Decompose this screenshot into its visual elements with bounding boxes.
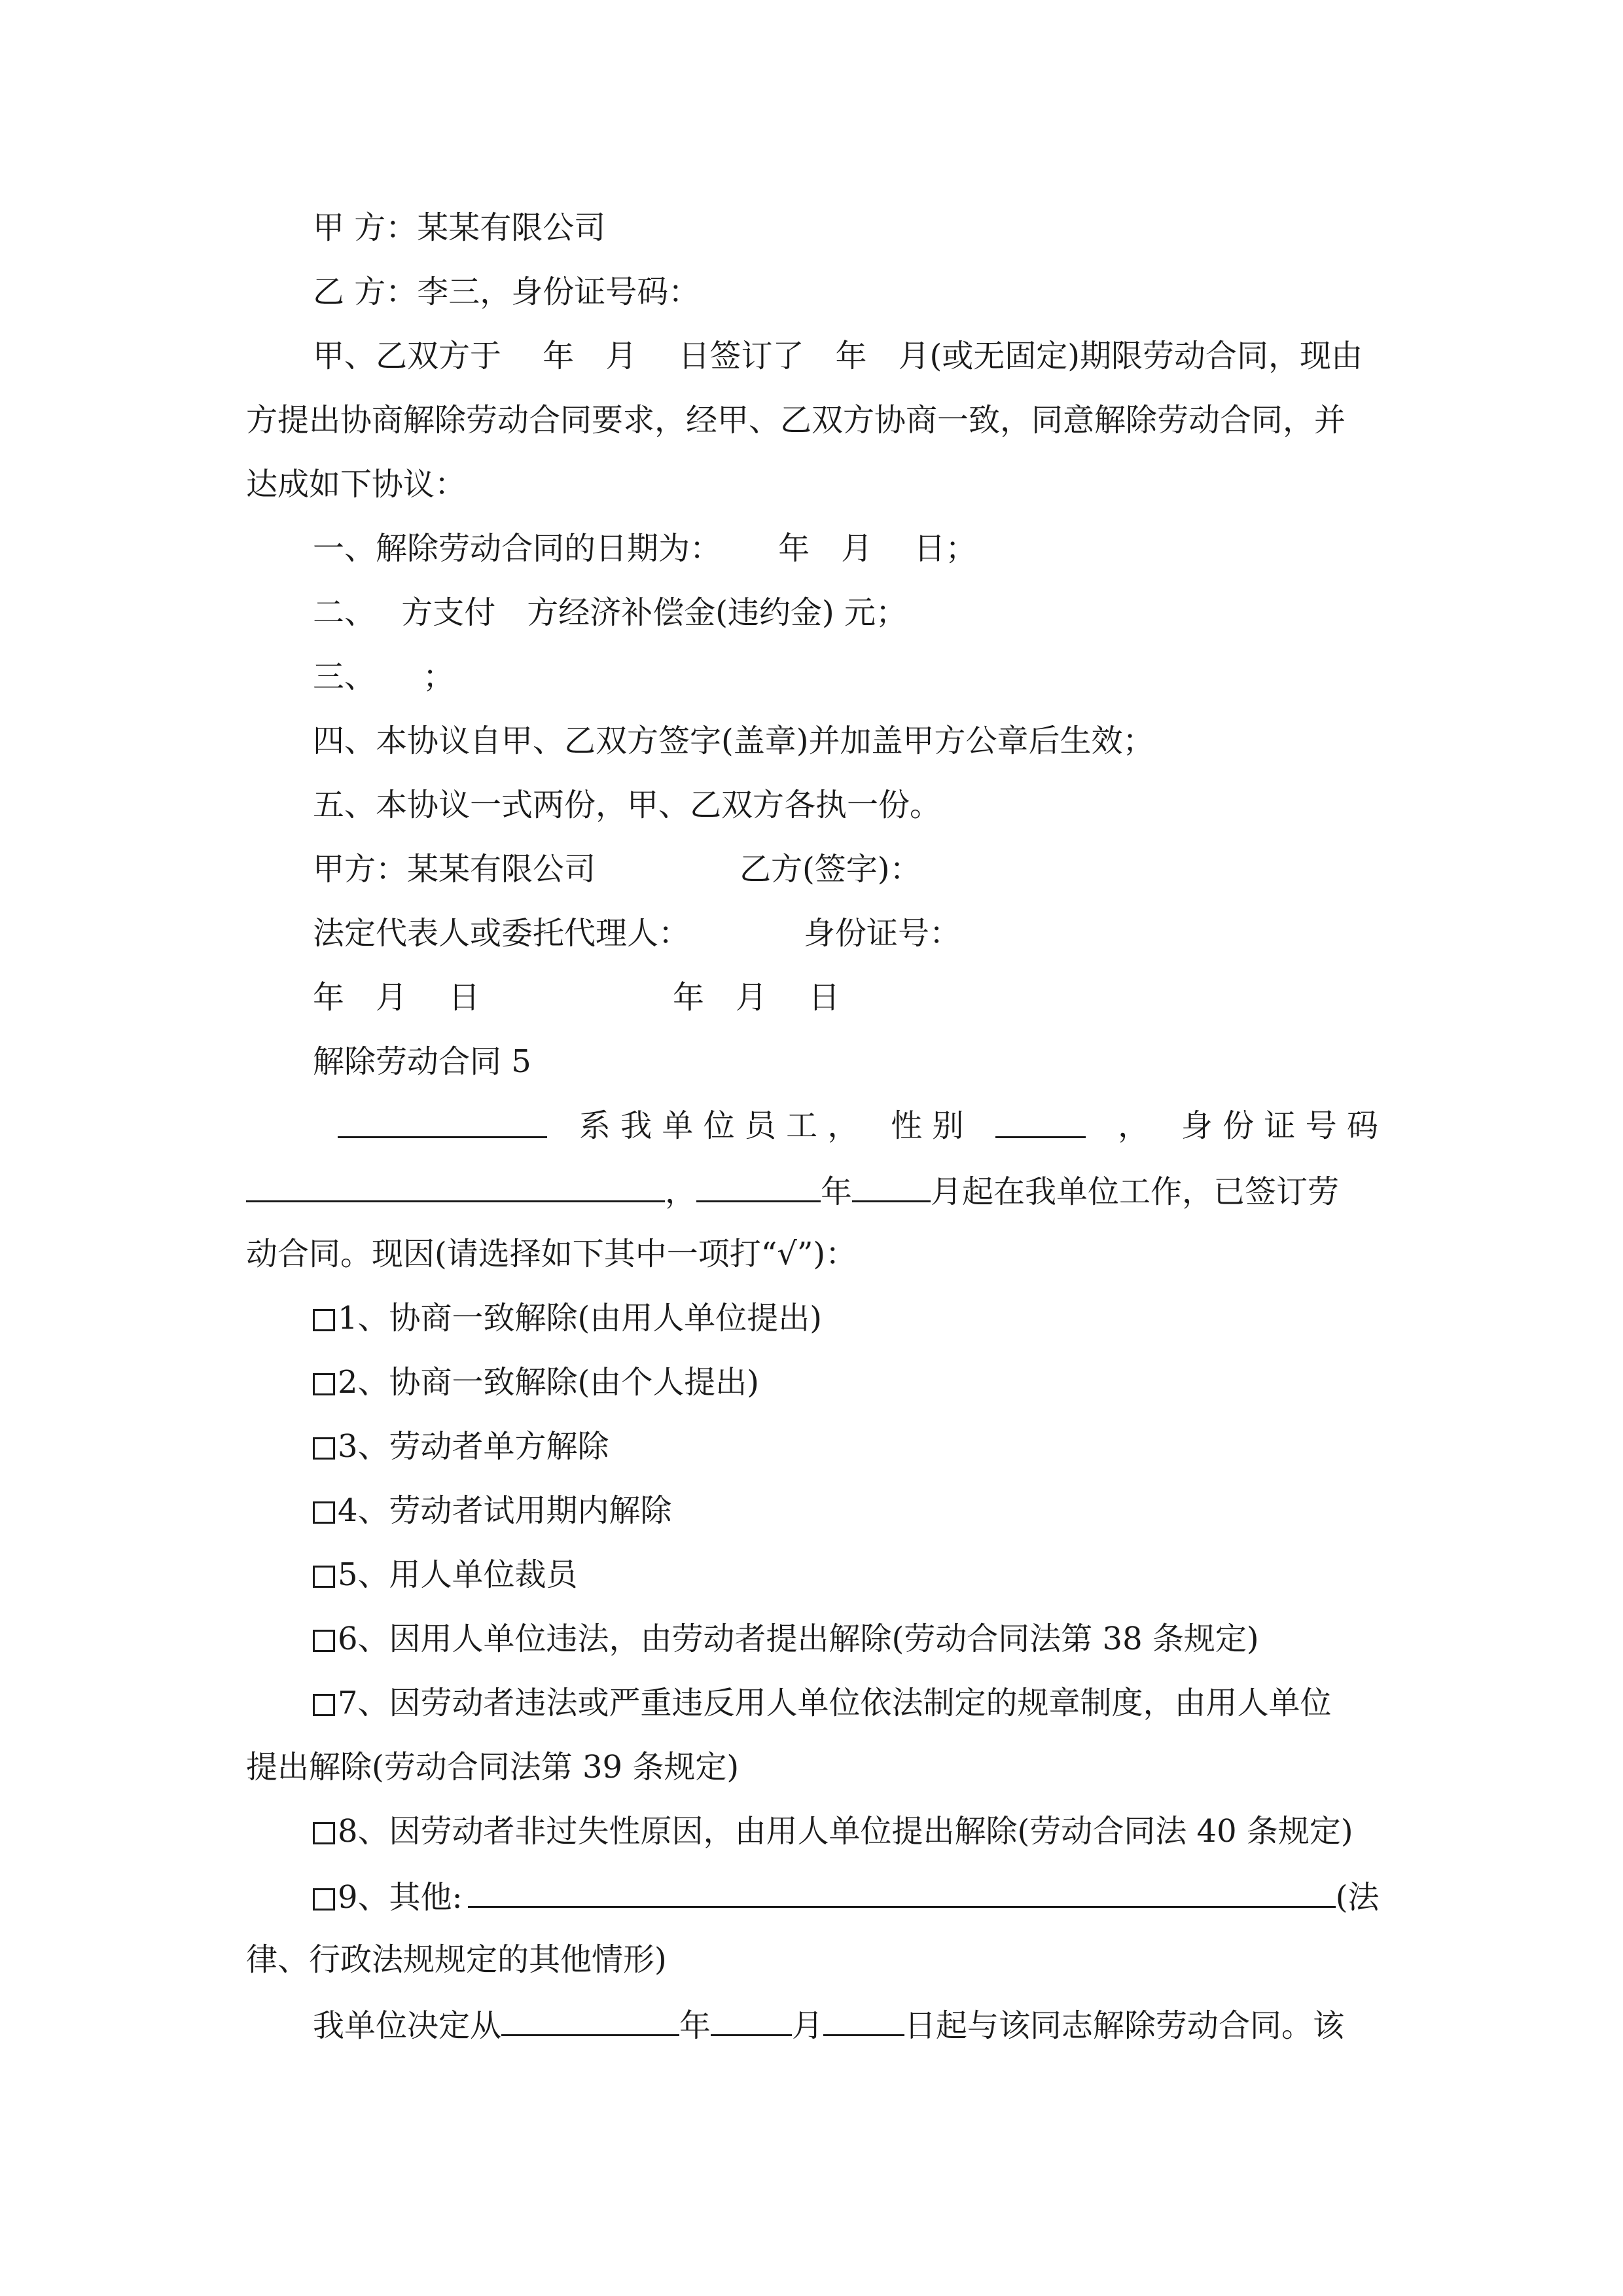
option-4-label: 4、劳动者试用期内解除 — [338, 1492, 672, 1529]
notice-line-1 — [338, 1106, 1378, 1145]
option-7-checkbox[interactable] — [313, 1694, 335, 1716]
decision-text: 我单位决定从 — [313, 2007, 502, 2044]
option-1-checkbox[interactable] — [313, 1309, 335, 1331]
signature-id-number: 身份证号： — [804, 915, 961, 952]
clause-4: 四、本协议自甲、乙双方签字(盖章)并加盖甲方公章后生效； — [313, 723, 1154, 759]
option-8-checkbox[interactable] — [313, 1822, 335, 1844]
option-7 — [313, 1683, 1332, 1723]
option-9-label: 9、其他: — [338, 1879, 463, 1916]
start-year-blank[interactable] — [696, 1170, 821, 1202]
option-4-checkbox[interactable] — [313, 1501, 335, 1524]
option-8 — [313, 1812, 1353, 1851]
option-9-suffix: (法 — [1335, 1879, 1380, 1916]
option-5-checkbox[interactable] — [313, 1566, 335, 1588]
option-9-checkbox[interactable] — [313, 1888, 335, 1910]
notice-text-id: 身 份 证 号 码 — [1181, 1107, 1378, 1144]
gender-blank[interactable] — [995, 1106, 1086, 1138]
start-month-blank[interactable] — [852, 1170, 931, 1202]
notice-year-label: 年 — [821, 1174, 853, 1210]
option-6-checkbox[interactable] — [313, 1630, 335, 1652]
intro-line-2: 方提出协商解除劳动合同要求，经甲、乙双方协商一致，同意解除劳动合同，并 — [246, 402, 1346, 439]
notice-line-3: 动合同。现因(请选择如下其中一项打“√”)： — [246, 1236, 857, 1272]
option-4 — [313, 1491, 672, 1530]
clause-1: 一、解除劳动合同的日期为： 年 月 日； — [313, 530, 977, 567]
clause-3: 三、 ； — [313, 658, 455, 695]
party-b-line: 乙 方：李三，身份证号码： — [313, 274, 700, 310]
section-title: 解除劳动合同 5 — [313, 1043, 531, 1080]
termination-month-blank[interactable] — [711, 2004, 792, 2036]
signature-party-b: 乙方(签字)： — [740, 851, 921, 888]
intro-line-3: 达成如下协议： — [246, 466, 467, 503]
option-2-label: 2、协商一致解除(由个人提出) — [338, 1364, 759, 1401]
signature-date-b: 年 月 日 — [673, 979, 840, 1016]
option-6 — [313, 1619, 1259, 1659]
signature-party-a: 甲方：某某有限公司 — [313, 851, 596, 888]
other-reason-blank[interactable] — [468, 1876, 1336, 1908]
option-1 — [313, 1299, 822, 1338]
option-7-continued: 提出解除(劳动合同法第 39 条规定) — [246, 1749, 740, 1785]
notice-text-employee: 系 我 单 位 员 工 ， — [579, 1107, 859, 1144]
intro-line-1: 甲、乙双方于 年 月 日签订了 年 月(或无固定)期限劳动合同，现由 — [313, 338, 1363, 374]
option-3-checkbox[interactable] — [313, 1437, 335, 1460]
option-3 — [313, 1427, 609, 1466]
decision-month-label: 月 — [792, 2007, 824, 2044]
employee-name-blank[interactable] — [338, 1106, 547, 1138]
id-number-blank[interactable] — [246, 1170, 665, 1202]
decision-year-label: 年 — [679, 2007, 711, 2044]
option-1-label: 1、协商一致解除(由用人单位提出) — [338, 1300, 822, 1336]
option-9 — [313, 1876, 1379, 1917]
notice-line-2 — [246, 1170, 1339, 1211]
clause-2: 二、 方支付 方经济补偿金(违约金) 元； — [313, 594, 907, 631]
notice-comma: ， — [1118, 1107, 1150, 1144]
signature-representative: 法定代表人或委托代理人： — [313, 915, 690, 952]
decision-rest: 日起与该同志解除劳动合同。该 — [904, 2007, 1345, 2044]
notice-comma-2: ， — [665, 1174, 697, 1210]
notice-text-gender: 性 别 — [891, 1107, 964, 1144]
option-5 — [313, 1555, 578, 1594]
notice-rest: 月起在我单位工作，已签订劳 — [931, 1174, 1340, 1210]
clause-5: 五、本协议一式两份，甲、乙双方各执一份。 — [313, 787, 942, 823]
option-2-checkbox[interactable] — [313, 1373, 335, 1395]
signature-date-a: 年 月 日 — [313, 979, 480, 1016]
option-3-label: 3、劳动者单方解除 — [338, 1428, 609, 1465]
decision-line — [313, 2004, 1344, 2045]
option-5-label: 5、用人单位裁员 — [338, 1556, 578, 1593]
option-8-label: 8、因劳动者非过失性原因，由用人单位提出解除(劳动合同法 40 条规定) — [338, 1813, 1353, 1850]
party-a-line: 甲 方：某某有限公司 — [313, 209, 606, 246]
option-2 — [313, 1363, 759, 1402]
option-9-continued: 律、行政法规规定的其他情形) — [246, 1941, 667, 1978]
option-7-label: 7、因劳动者违法或严重违反用人单位依法制定的规章制度，由用人单位 — [338, 1685, 1332, 1721]
termination-year-blank[interactable] — [501, 2004, 679, 2036]
option-6-label: 6、因用人单位违法，由劳动者提出解除(劳动合同法第 38 条规定) — [338, 1621, 1259, 1657]
termination-day-blank[interactable] — [823, 2004, 904, 2036]
